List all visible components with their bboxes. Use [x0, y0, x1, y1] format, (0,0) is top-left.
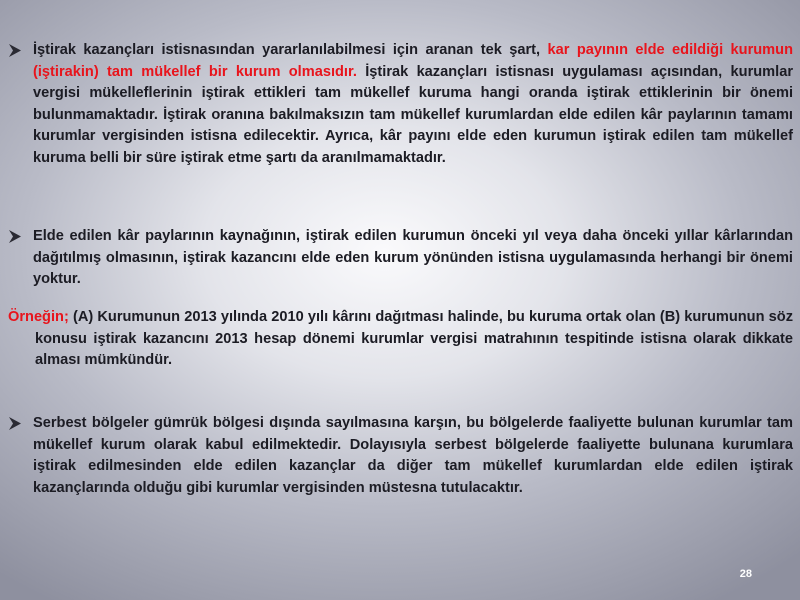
bullet-paragraph-3 — [6, 413, 793, 499]
example-label: Örneğin; — [8, 309, 69, 325]
page-number: 28 — [739, 568, 752, 580]
arrowhead-bullet-icon — [6, 226, 26, 247]
bullet-paragraph-1 — [6, 40, 793, 169]
example-body: (A) Kurumunun 2013 yılında 2010 yılı kârını dağıtması halinde, bu kuruma ortak olan (B) kurumunun söz konusu iştirak kazancını 2013 hesap dönemi kurumlar vergisi matrahının tespitinde istisna olarak dikkate alması mümkündür. — [35, 309, 793, 368]
example-text — [8, 307, 793, 372]
bullet-text-lead: İştirak kazançları istisnasından yararlanılabilmesi için aranan tek şart, — [33, 42, 548, 58]
highlighted-condition: kar payının elde edildiği kurumun (iştirakin) tam mükellef bir kurum olmasıdır. — [33, 42, 793, 80]
arrowhead-bullet-icon — [6, 40, 26, 61]
bullet-text: Elde edilen kâr paylarının kaynağının, iştirak edilen kurumun önceki yıl veya daha önceki yıllar kârlarından dağıtılmış olmasının, iştirak kazancını elde eden kurum yönünden istisna uygulamasında herhangi bir önemi yoktur. — [33, 228, 793, 287]
bullet-text-tail: İştirak kazançları istisnası uygulaması açısından, kurumlar vergisi mükelleflerinin iştirak ettikleri tam mükellef kuruma hangi oranda iştirak ettiklerinin bir önemi bulunmamaktadır. İştirak oranına bakılmaksızın tam mükellef kurumlardan elde edilen kâr paylarının tamamı kurumlar vergisinden istisna edilecektir. Ayrıca, kâr payını elde eden kurumun iştirak edilen tam mükellef kuruma belli bir süre iştirak etme şartı da aranılmamaktadır. — [33, 63, 794, 166]
bullet-paragraph-2 — [6, 226, 793, 291]
arrowhead-bullet-icon — [6, 413, 26, 434]
example-paragraph — [8, 307, 793, 372]
bullet-text: Serbest bölgeler gümrük bölgesi dışında sayılmasına karşın, bu bölgelerde faaliyette bulunan kurumlar tam mükellef kurum olarak kabul edilmektedir. Dolayısıyla serbest bölgelerde faaliyette bulunana kurumlara iştirak edilmesinden elde edilen kazançlar da diğer tam mükellef kurumlardan elde edilen iştirak kazançlarında olduğu gibi kurumlar vergisinden müstesna tutulacaktır. — [33, 415, 793, 496]
bullet-text — [33, 40, 793, 169]
